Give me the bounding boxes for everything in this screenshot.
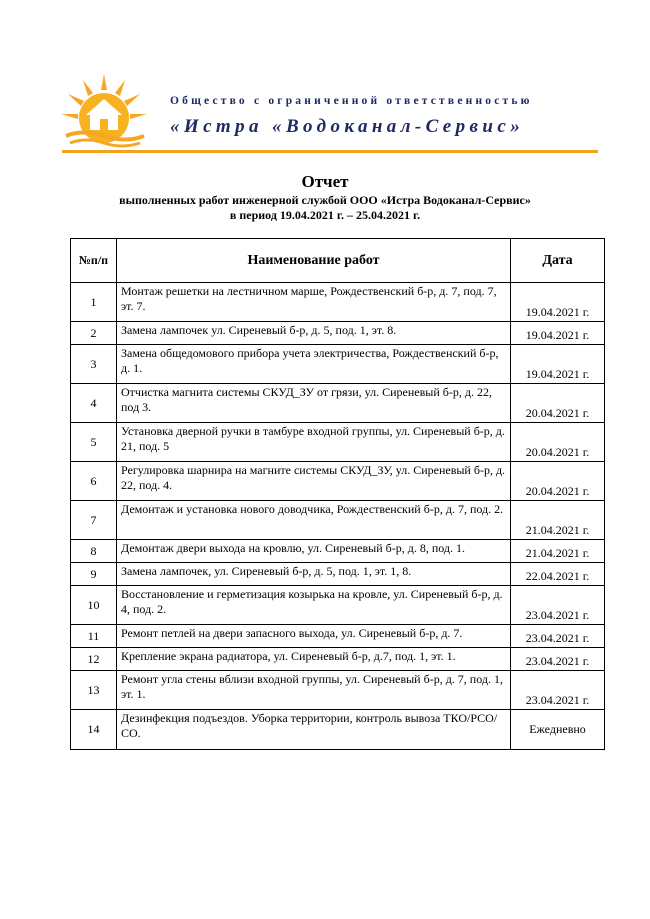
table-row (71, 586, 605, 625)
table-row (71, 648, 605, 671)
table-row (71, 384, 605, 423)
row-date: 21.04.2021 г. (511, 540, 605, 563)
row-date: 19.04.2021 г. (511, 322, 605, 345)
row-work: Замена лампочек, ул. Сиреневый б-р, д. 5, под. 1, эт. 1, 8. (117, 563, 511, 586)
row-date: 19.04.2021 г. (511, 345, 605, 384)
row-number: 6 (71, 462, 117, 501)
row-work: Демонтаж двери выхода на кровлю, ул. Сиреневый б-р, д. 8, под. 1. (117, 540, 511, 563)
row-number: 9 (71, 563, 117, 586)
row-work: Замена общедомового прибора учета электричества, Рождественский б-р, д. 1. (117, 345, 511, 384)
row-date: 22.04.2021 г. (511, 563, 605, 586)
row-date: 19.04.2021 г. (511, 283, 605, 322)
company-name: «Истра «Водоканал-Сервис» (170, 116, 525, 137)
row-work: Регулировка шарнира на магните системы СКУД_ЗУ, ул. Сиреневый б-р, д. 22, под. 4. (117, 462, 511, 501)
row-work: Восстановление и герметизация козырька на кровле, ул. Сиреневый б-р, д. 4, под. 2. (117, 586, 511, 625)
row-work: Замена лампочек ул. Сиреневый б-р, д. 5, под. 1, эт. 8. (117, 322, 511, 345)
row-date: 21.04.2021 г. (511, 501, 605, 540)
row-date: 23.04.2021 г. (511, 586, 605, 625)
row-work: Дезинфекция подъездов. Уборка территории, контроль вывоза ТКО/РСО/СО. (117, 710, 511, 750)
row-number: 3 (71, 345, 117, 384)
header-number: №п/п (71, 239, 117, 283)
row-number: 7 (71, 501, 117, 540)
row-date: 23.04.2021 г. (511, 625, 605, 648)
row-number: 14 (71, 710, 117, 750)
company-logo (60, 72, 148, 148)
row-number: 5 (71, 423, 117, 462)
table-row (71, 710, 605, 750)
row-number: 4 (71, 384, 117, 423)
report-subtitle: выполненных работ инженерной службой ООО «Истра Водоканал-Сервис» (119, 193, 531, 207)
row-date: 23.04.2021 г. (511, 648, 605, 671)
table-header-row (71, 239, 605, 283)
row-number: 12 (71, 648, 117, 671)
row-work: Ремонт петлей на двери запасного выхода, ул. Сиреневый б-р, д. 7. (117, 625, 511, 648)
row-number: 13 (71, 671, 117, 710)
row-date: 20.04.2021 г. (511, 423, 605, 462)
table-row (71, 671, 605, 710)
row-work: Отчистка магнита системы СКУД_ЗУ от грязи, ул. Сиреневый б-р, д. 22, под 3. (117, 384, 511, 423)
table-row (71, 501, 605, 540)
table-row (71, 540, 605, 563)
row-work: Установка дверной ручки в тамбуре входной группы, ул. Сиреневый б-р, д. 21, под. 5 (117, 423, 511, 462)
row-date: 23.04.2021 г. (511, 671, 605, 710)
row-number: 11 (71, 625, 117, 648)
row-date: 20.04.2021 г. (511, 462, 605, 501)
row-number: 2 (71, 322, 117, 345)
table-row (71, 345, 605, 384)
row-date: 20.04.2021 г. (511, 384, 605, 423)
report-period: в период 19.04.2021 г. – 25.04.2021 г. (229, 208, 421, 222)
header-divider (62, 150, 598, 153)
table-row (71, 322, 605, 345)
header-date: Дата (511, 239, 605, 283)
row-work: Крепление экрана радиатора, ул. Сиреневый б-р, д.7, под. 1, эт. 1. (117, 648, 511, 671)
row-number: 8 (71, 540, 117, 563)
table-row (71, 462, 605, 501)
row-number: 10 (71, 586, 117, 625)
header-work-name: Наименование работ (117, 239, 511, 283)
company-type: Общество с ограниченной ответственностью (170, 95, 533, 107)
table-row (71, 625, 605, 648)
row-work: Монтаж решетки на лестничном марше, Рождественский б-р, д. 7, под. 7, эт. 7. (117, 283, 511, 322)
row-work: Ремонт угла стены вблизи входной группы, ул. Сиреневый б-р, д. 7, под. 1, эт. 1. (117, 671, 511, 710)
row-work: Демонтаж и установка нового доводчика, Рождественский б-р, д. 7, под. 2. (117, 501, 511, 540)
table-row (71, 423, 605, 462)
table-row (71, 283, 605, 322)
report-title: Отчет (301, 172, 349, 191)
row-date: Ежедневно (511, 710, 605, 750)
works-table (70, 238, 605, 750)
table-row (71, 563, 605, 586)
row-number: 1 (71, 283, 117, 322)
